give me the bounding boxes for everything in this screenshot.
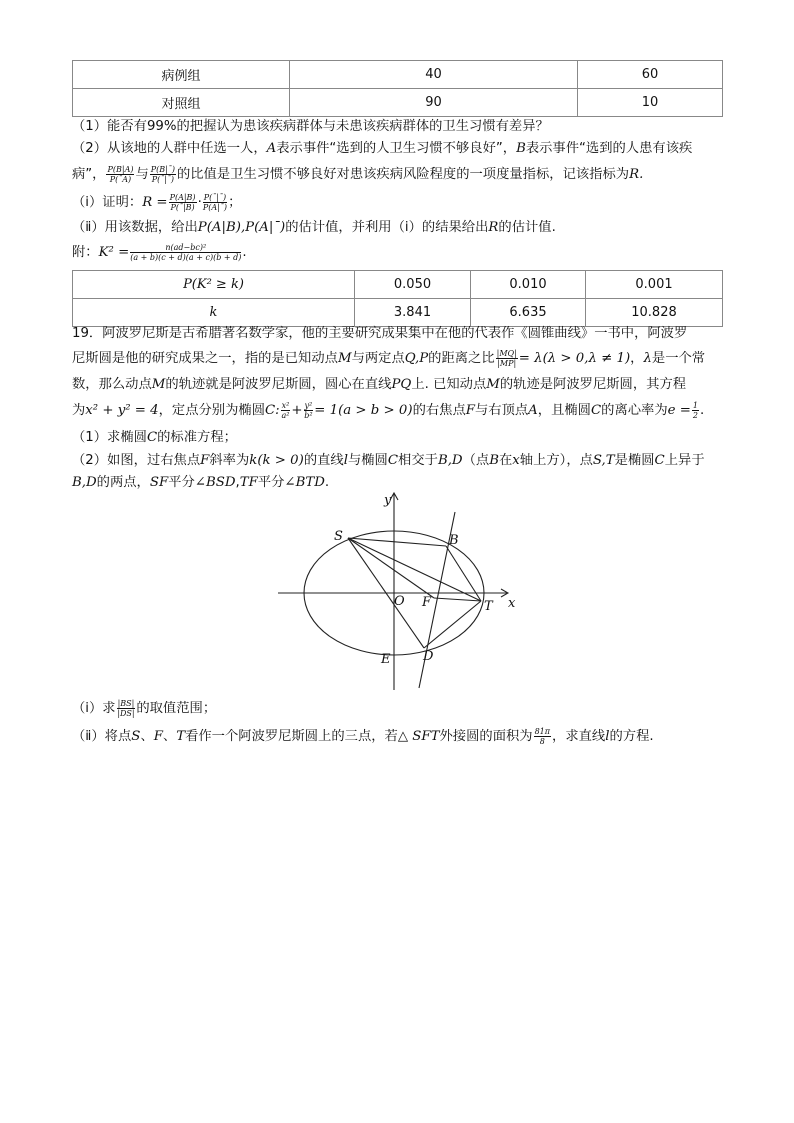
math: C: <box>265 403 280 418</box>
text: 病”， <box>72 167 106 182</box>
text: , <box>235 475 240 490</box>
math: Q,P <box>404 351 429 366</box>
math: F <box>465 403 475 418</box>
table-row <box>73 299 723 327</box>
math: k(k > 0) <box>249 453 304 468</box>
text: 的估计值. <box>498 220 556 235</box>
text: 外接圆的面积为 <box>439 729 533 744</box>
math: B <box>516 141 526 156</box>
text: （ⅰ）证明： <box>72 195 143 210</box>
math: l <box>343 453 348 468</box>
q19-part-ii <box>72 724 654 750</box>
math: M <box>486 377 500 392</box>
q19-part2-line1 <box>72 451 705 471</box>
table-row <box>73 61 723 89</box>
fraction: $\frac{\text{n(ad−bc)²}}{(a + b)(c + d)(a + c)(b + d)}$ <box>130 242 242 262</box>
fraction: $\frac{1}{2}$ <box>692 400 698 420</box>
text: 轴上方），点 <box>519 453 593 468</box>
label-B: B <box>449 533 459 548</box>
math: x <box>512 453 520 468</box>
text: 的估计值，并利用（ⅰ）的结果给出 <box>285 220 489 235</box>
math: B <box>489 453 499 468</box>
table-cell: 10 <box>578 89 723 117</box>
table-chi-square <box>72 270 723 327</box>
text: （ⅱ）用该数据，给出 <box>72 220 198 235</box>
math: l <box>605 729 610 744</box>
math: SF <box>149 475 169 490</box>
table-row <box>73 89 723 117</box>
math: S <box>131 729 141 744</box>
text: 是椭圆 <box>614 453 655 468</box>
math: = λ(λ > 0,λ ≠ 1) <box>518 351 631 366</box>
math: K² = <box>98 245 130 260</box>
segment-FT <box>434 598 481 601</box>
text: 上异于 <box>664 453 705 468</box>
table-cell: 3.841 <box>355 299 471 327</box>
math: ∠BTD <box>284 475 325 490</box>
text: （1）能否有99%的把握认为患该疾病群体与未患该疾病群体的卫生习惯有差异？ <box>72 119 549 134</box>
math: F <box>200 453 210 468</box>
text: 平分 <box>168 475 195 490</box>
text: 数，那么动点 <box>72 377 152 392</box>
text: . <box>324 475 330 490</box>
table-cell: 对照组 <box>73 89 290 117</box>
text: 与右顶点 <box>474 403 529 418</box>
text: 的离心率为 <box>601 403 668 418</box>
q18-part-i <box>72 190 241 216</box>
text: 斜率为 <box>209 453 250 468</box>
text: 看作一个阿波罗尼斯圆上的三点，若 <box>185 729 398 744</box>
math: S,T <box>592 453 615 468</box>
fraction: $\frac{81\pi}{8}$ <box>534 726 551 746</box>
math: C <box>387 453 399 468</box>
math: C <box>654 453 665 468</box>
math: R. <box>629 167 644 182</box>
q19-line2 <box>72 346 705 372</box>
math: R = <box>142 195 168 210</box>
math: F <box>153 729 163 744</box>
text: （ⅰ）求 <box>72 701 116 716</box>
math: ∠BSD <box>194 475 236 490</box>
math: P(A|B),P(A|¯) <box>197 220 286 235</box>
label-O: O <box>394 594 405 609</box>
math: C <box>146 430 158 445</box>
text: （2）如图，过右焦点 <box>72 453 201 468</box>
fraction: $\frac{P(B|A)}{P(¯A)}$ <box>107 164 134 184</box>
math: A <box>528 403 538 418</box>
text: 尼斯圆是他的研究成果之一，指的是已知动点 <box>72 351 338 366</box>
fraction: $\frac{P(¯|¯)}{P(A|¯)}$ <box>202 192 228 212</box>
label-x: x <box>508 596 516 611</box>
text: 的直线 <box>303 453 344 468</box>
text: ，求直线 <box>552 729 606 744</box>
q19-line1 <box>72 324 687 344</box>
math: B,D <box>437 453 463 468</box>
math: λ <box>643 351 652 366</box>
text: 的方程. <box>609 729 654 744</box>
text: 的标准方程； <box>157 430 237 445</box>
math: M <box>337 351 352 366</box>
text: 平分 <box>257 475 285 490</box>
text: 表示事件“选到的人患有该疾 <box>525 141 693 156</box>
q19-line3 <box>72 375 686 395</box>
fraction: $\frac{|MQ|}{|MP|}$ <box>496 348 517 368</box>
q18-part-ii <box>72 218 556 238</box>
table-cell: 90 <box>290 89 578 117</box>
text: 附： <box>72 245 99 260</box>
math: R <box>488 220 499 235</box>
math: C <box>590 403 602 418</box>
math: B,D <box>72 475 97 490</box>
text: 的比值是卫生习惯不够良好对患该疾病风险程度的一项度量指标，记该指标为 <box>176 167 630 182</box>
math: + <box>291 403 303 418</box>
text: 19．阿波罗尼斯是古希腊著名数学家，他的主要研究成果集中在他的代表作《圆锥曲线》一书中，阿波罗 <box>72 326 688 341</box>
math: A <box>266 141 277 156</box>
fraction: $\frac{\text{x²}}{\text{a²}}$ <box>281 400 290 420</box>
label-E: E <box>381 652 391 667</box>
text: 的右焦点 <box>412 403 466 418</box>
math: PQ <box>391 377 412 392</box>
fraction: $\frac{P(A|B)}{P(¯|B)}$ <box>169 192 196 212</box>
q18-part2-line2 <box>72 162 643 188</box>
text: 是一个常 <box>651 351 706 366</box>
table-cell: 6.635 <box>471 299 586 327</box>
table-cell: 10.828 <box>586 299 723 327</box>
text: ，定点分别为椭圆 <box>158 403 265 418</box>
text: （1）求椭圆 <box>72 430 147 445</box>
text: 为 <box>72 403 86 418</box>
text: 与两定点 <box>351 351 405 366</box>
table-cell: 0.001 <box>586 271 723 299</box>
text: 的距离之比 <box>428 351 495 366</box>
math: △ SFT <box>397 729 440 744</box>
text: （点 <box>462 453 490 468</box>
q19-part-i <box>72 696 216 722</box>
segment-SF <box>348 538 434 598</box>
text: ，且椭圆 <box>537 403 591 418</box>
text: 的取值范围； <box>136 701 217 716</box>
fraction: $\frac{P(B|¯)}{P(¯|¯)}$ <box>150 164 175 184</box>
q18-part2-line1 <box>72 139 692 159</box>
text: （ⅱ）将点 <box>72 729 132 744</box>
fraction: $\frac{\text{y²}}{\text{b²}}$ <box>304 400 313 420</box>
label-y: y <box>384 493 392 508</box>
math: = 1(a > b > 0) <box>314 403 413 418</box>
label-S: S <box>334 529 343 544</box>
math: T <box>176 729 186 744</box>
table-cell: 40 <box>290 61 578 89</box>
q18-part1 <box>72 117 549 137</box>
math: e = <box>667 403 691 418</box>
q18-formula <box>72 240 247 266</box>
table-cell: 60 <box>578 61 723 89</box>
label-F: F <box>422 595 432 610</box>
q19-part1 <box>72 428 237 448</box>
table-cell: P(K² ≥ k) <box>73 271 355 299</box>
text: · <box>197 195 202 210</box>
text: ， <box>630 351 644 366</box>
math: x² + y² = 4 <box>85 403 159 418</box>
text: 与椭圆 <box>347 453 388 468</box>
label-D: D <box>423 649 434 664</box>
text: 、 <box>162 729 177 744</box>
text: . <box>242 245 247 260</box>
label-T: T <box>484 599 493 614</box>
text: 、 <box>140 729 154 744</box>
text: 在 <box>498 453 513 468</box>
text: 的轨迹就是阿波罗尼斯圆，圆心在直线 <box>165 377 392 392</box>
ellipse-diagram <box>272 488 532 698</box>
table-cell: 0.010 <box>471 271 586 299</box>
table-cell: 病例组 <box>73 61 290 89</box>
table-case-control <box>72 60 723 117</box>
text: 的轨迹是阿波罗尼斯圆，其方程 <box>499 377 687 392</box>
text: 的两点， <box>96 475 150 490</box>
fraction: $\frac{|BS|}{|DS|}$ <box>117 698 135 718</box>
table-cell: k <box>73 299 355 327</box>
text: . <box>699 403 705 418</box>
math: M <box>151 377 166 392</box>
table-cell: 0.050 <box>355 271 471 299</box>
text: ； <box>228 195 242 210</box>
text: 与 <box>135 167 149 182</box>
text: 表示事件“选到的人卫生习惯不够良好”， <box>276 141 517 156</box>
text: 相交于 <box>398 453 438 468</box>
q19-line4 <box>72 398 704 424</box>
text: （2）从该地的人群中任选一人， <box>72 141 267 156</box>
text: 上. 已知动点 <box>411 377 487 392</box>
math: TF <box>239 475 258 490</box>
table-row <box>73 271 723 299</box>
